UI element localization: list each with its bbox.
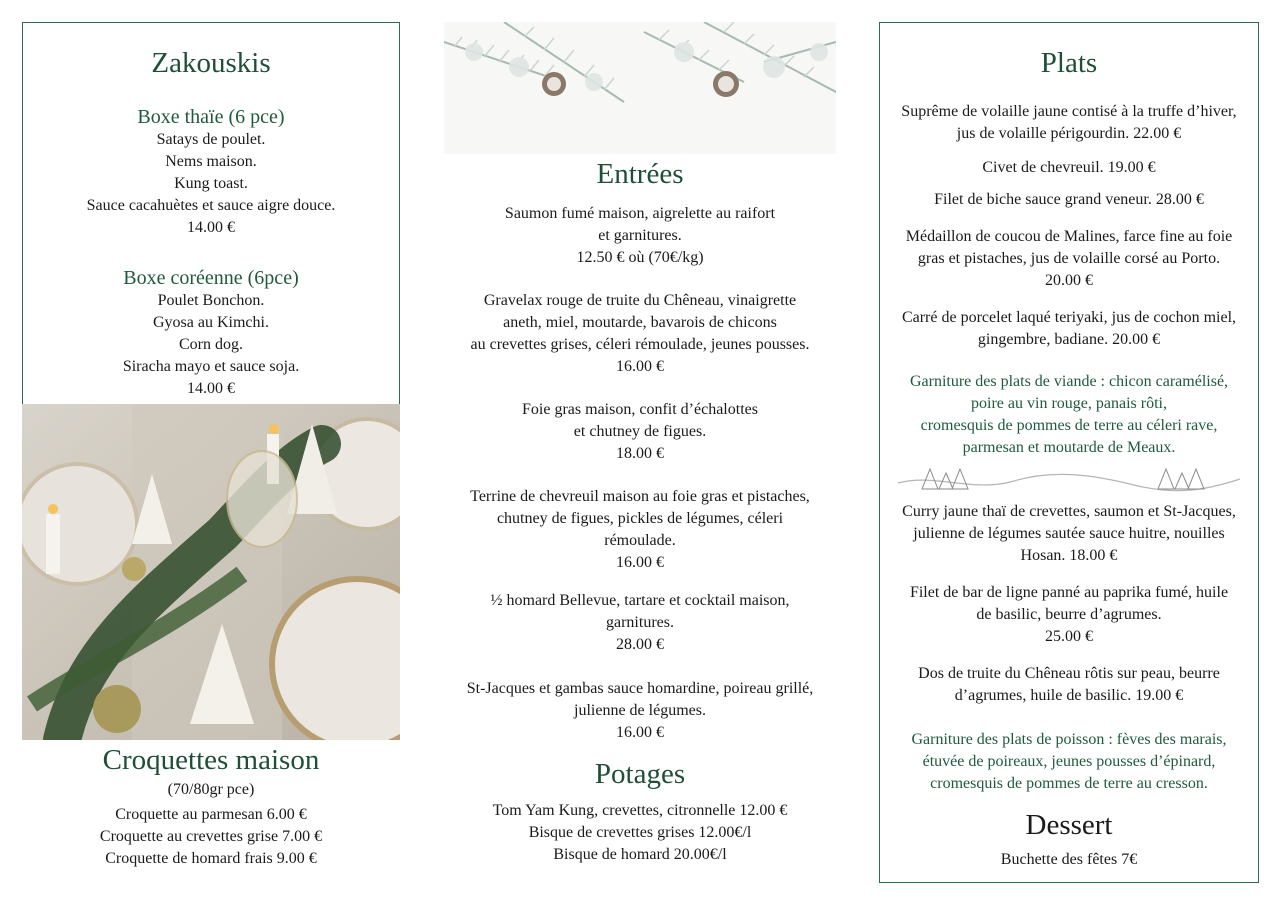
- korean-box-group: [23, 266, 399, 400]
- plat-item: [880, 189, 1258, 211]
- menu-line: au crevettes grises, céleri rémoulade, jeunes pousses.: [470, 336, 810, 353]
- christmas-tree-divider: [894, 463, 1244, 497]
- menu-line: Croquette au parmesan 6.00 €: [115, 806, 307, 823]
- garnish-line: parmesan et moutarde de Meaux.: [962, 439, 1176, 456]
- menu-line: d’agrumes, huile de basilic. 19.00 €: [954, 687, 1184, 704]
- croquettes-section: [22, 740, 400, 870]
- korean-box-name: Boxe coréenne (6pce): [123, 267, 299, 289]
- price: 16.00 €: [616, 358, 664, 375]
- menu-line: Croquette de homard frais 9.00 €: [105, 850, 317, 867]
- price: 12.50 € où (70€/kg): [576, 249, 704, 266]
- entree-item: [444, 290, 836, 378]
- garnish-line: étuvée de poireaux, jeunes pousses d’épinard,: [922, 753, 1216, 770]
- menu-line: julienne de légumes.: [574, 702, 706, 719]
- menu-line: Satays de poulet.: [156, 131, 266, 148]
- menu-line: ½ homard Bellevue, tartare et cocktail maison,: [490, 592, 790, 609]
- menu-line: et chutney de figues.: [573, 423, 707, 440]
- menu-line: Kung toast.: [174, 175, 248, 192]
- garnish-line: cromesquis de pommes de terre au céleri rave,: [920, 417, 1218, 434]
- price: 18.00 €: [616, 445, 664, 462]
- menu-line: Dos de truite du Chêneau rôtis sur peau, beurre: [918, 665, 1220, 682]
- plats-title: Plats: [1040, 47, 1098, 79]
- menu-line: Civet de chevreuil. 19.00 €: [982, 159, 1156, 176]
- menu-line: St-Jacques et gambas sauce homardine, poireau grillé,: [466, 680, 814, 697]
- christmas-table-photo: [22, 404, 400, 740]
- menu-line: Nems maison.: [165, 153, 257, 170]
- croquettes-weight: (70/80gr pce): [167, 781, 255, 798]
- price: 14.00 €: [187, 219, 235, 236]
- menu-line: Bisque de homard 20.00€/l: [553, 846, 727, 863]
- menu-line: Hosan. 18.00 €: [1020, 547, 1118, 564]
- zakouskis-title: Zakouskis: [151, 47, 271, 79]
- fir-branches-photo: [444, 22, 836, 154]
- menu-line: jus de volaille périgourdin. 22.00 €: [956, 125, 1182, 142]
- menu-line: garnitures.: [606, 614, 674, 631]
- left-column: [22, 22, 400, 882]
- entree-item: [444, 486, 836, 574]
- menu-line: et garnitures.: [598, 227, 682, 244]
- garnish-line: Garniture des plats de poisson : fèves des marais,: [911, 731, 1227, 748]
- entree-item: [444, 203, 836, 269]
- potages-list: [444, 800, 836, 866]
- menu-line: Croquette au crevettes grise 7.00 €: [99, 828, 323, 845]
- menu-line: Curry jaune thaï de crevettes, saumon et St-Jacques,: [902, 503, 1236, 520]
- price: 20.00 €: [1045, 272, 1093, 289]
- plat-item: [880, 226, 1258, 292]
- entree-item: [444, 399, 836, 465]
- menu-line: Filet de bar de ligne panné au paprika fumé, huile: [909, 584, 1229, 601]
- plat-item: [880, 101, 1258, 145]
- menu-line: Sauce cacahuètes et sauce aigre douce.: [86, 197, 336, 214]
- menu-line: Carré de porcelet laqué teriyaki, jus de cochon miel,: [901, 309, 1237, 326]
- plat-item: [880, 501, 1258, 567]
- garnish-line: cromesquis de pommes de terre au cresson.: [930, 775, 1208, 792]
- plat-item: [880, 663, 1258, 707]
- garnish-line: Garniture des plats de viande : chicon caramélisé,: [909, 373, 1229, 390]
- menu-line: Poulet Bonchon.: [157, 292, 265, 309]
- price: 16.00 €: [616, 724, 664, 741]
- menu-line: Gyosa au Kimchi.: [153, 314, 269, 331]
- menu-line: gingembre, badiane. 20.00 €: [977, 331, 1161, 348]
- dessert-title: Dessert: [1025, 809, 1113, 841]
- menu-line: gras et pistaches, jus de volaille corsé au Porto.: [917, 250, 1221, 267]
- menu-line: Foie gras maison, confit d’échalottes: [522, 401, 758, 418]
- garnish-line: poire au vin rouge, panais rôti,: [971, 395, 1167, 412]
- menu-line: Saumon fumé maison, aigrelette au raifort: [504, 205, 776, 222]
- menu-line: Siracha mayo et sauce soja.: [122, 358, 300, 375]
- menu-line: Terrine de chevreuil maison au foie gras et pistaches,: [470, 488, 810, 505]
- menu-line: Gravelax rouge de truite du Chêneau, vinaigrette: [483, 292, 797, 309]
- menu-line: Filet de biche sauce grand veneur. 28.00 €: [934, 191, 1204, 208]
- middle-column: [444, 22, 836, 882]
- menu-line: Médaillon de coucou de Malines, farce fine au foie: [905, 228, 1233, 245]
- entrees-title: Entrées: [596, 158, 684, 190]
- entree-item: [444, 678, 836, 744]
- meat-garnish: [880, 371, 1258, 459]
- menu-line: chutney de figues, pickles de légumes, céleri: [496, 510, 784, 527]
- plat-item: [880, 157, 1258, 179]
- potages-title: Potages: [594, 758, 686, 790]
- menu-line: de basilic, beurre d’agrumes.: [976, 606, 1162, 623]
- zakouskis-panel: [22, 22, 400, 404]
- croquettes-title: Croquettes maison: [102, 744, 320, 776]
- menu-line: Suprême de volaille jaune contisé à la truffe d’hiver,: [901, 103, 1237, 120]
- menu-line: julienne de légumes sautée sauce huitre, nouilles: [913, 525, 1225, 542]
- menu-line: Tom Yam Kung, crevettes, citronnelle 12.00 €: [492, 802, 788, 819]
- menu-line: Corn dog.: [179, 336, 243, 353]
- menu-line: Bisque de crevettes grises 12.00€/l: [528, 824, 752, 841]
- dessert-item: Buchette des fêtes 7€: [1000, 851, 1138, 868]
- price: 28.00 €: [616, 636, 664, 653]
- plat-item: [880, 307, 1258, 351]
- fish-garnish: [880, 729, 1258, 795]
- price: 14.00 €: [187, 380, 235, 397]
- price: 25.00 €: [1045, 628, 1093, 645]
- plat-item: [880, 582, 1258, 648]
- menu-line: rémoulade.: [604, 532, 676, 549]
- thai-box-group: [23, 105, 399, 239]
- entree-item: [444, 590, 836, 656]
- menu-line: aneth, miel, moutarde, bavarois de chicons: [503, 314, 777, 331]
- price: 16.00 €: [616, 554, 664, 571]
- right-column: [879, 22, 1259, 883]
- thai-box-name: Boxe thaïe (6 pce): [137, 106, 285, 128]
